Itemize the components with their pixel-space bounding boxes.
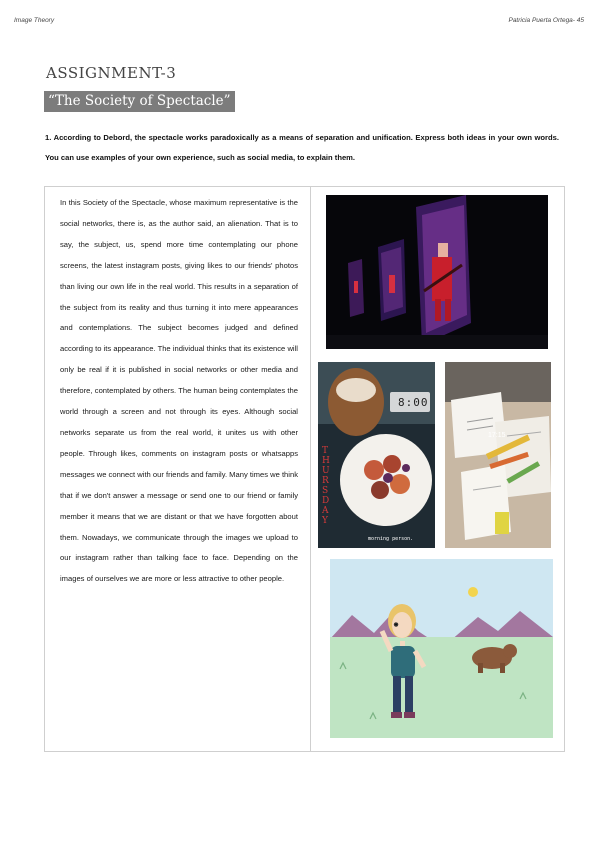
time-text: 17:15 xyxy=(488,432,506,439)
concert-photo xyxy=(326,195,548,349)
assignment-subtitle: “The Society of Spectacle” xyxy=(48,93,231,109)
desk-photo xyxy=(445,362,551,548)
answer-text: In this Society of the Spectacle, whose maximum representative is the social networks, there is, as the author said, an alienation. That is to say, the subject, us, spend more time contemplating our phone screens, the latest instagram posts, giving likes to our friends' photos than living our own life in the real world. This results in a separation of the subject from its reality and thus turning it into mere appearances and contemplations. The subject becomes judged and defined according to its appearance. The individual thinks that its existence will only be real if it is published in social networks or other media and therefore, contemplated by others. The human being contemplates the world through a screen and not through its eyes. Although social networks separate us from the real world, it unites us with other people. Through likes, comments on instagram posts or whatsapps messages we connect with our friends and family. Many times we think that if we don't answer a message or send one to our friend or family member it means that we are distant or that we have forgotten about them. Nowadays, we communicate through the images we upload to our instagram rather than talking face to face. Depending on the images of ourselves we are more or less attractive to other people. xyxy=(60,198,298,584)
question-text: 1. According to Debord, the spectacle works paradoxically as a means of separation and unification. Express both ideas in your own words. You can use examples of your own experience, such as social media, to explain them. xyxy=(45,133,559,162)
assignment-title: ASSIGNMENT-3 xyxy=(46,64,177,82)
column-divider xyxy=(310,187,311,751)
clock-text: 8:00 xyxy=(398,396,429,409)
header-left: Image Theory xyxy=(14,17,55,24)
caption-text: morning person. xyxy=(368,536,414,542)
subtitle-box xyxy=(44,91,235,112)
thursday-text: THURSDAY xyxy=(322,446,330,526)
answer-table xyxy=(44,186,565,752)
cartoon-illustration xyxy=(330,559,553,738)
header-right: Patricia Puerta Ortega- 45 xyxy=(508,17,584,24)
breakfast-photo xyxy=(318,362,435,548)
